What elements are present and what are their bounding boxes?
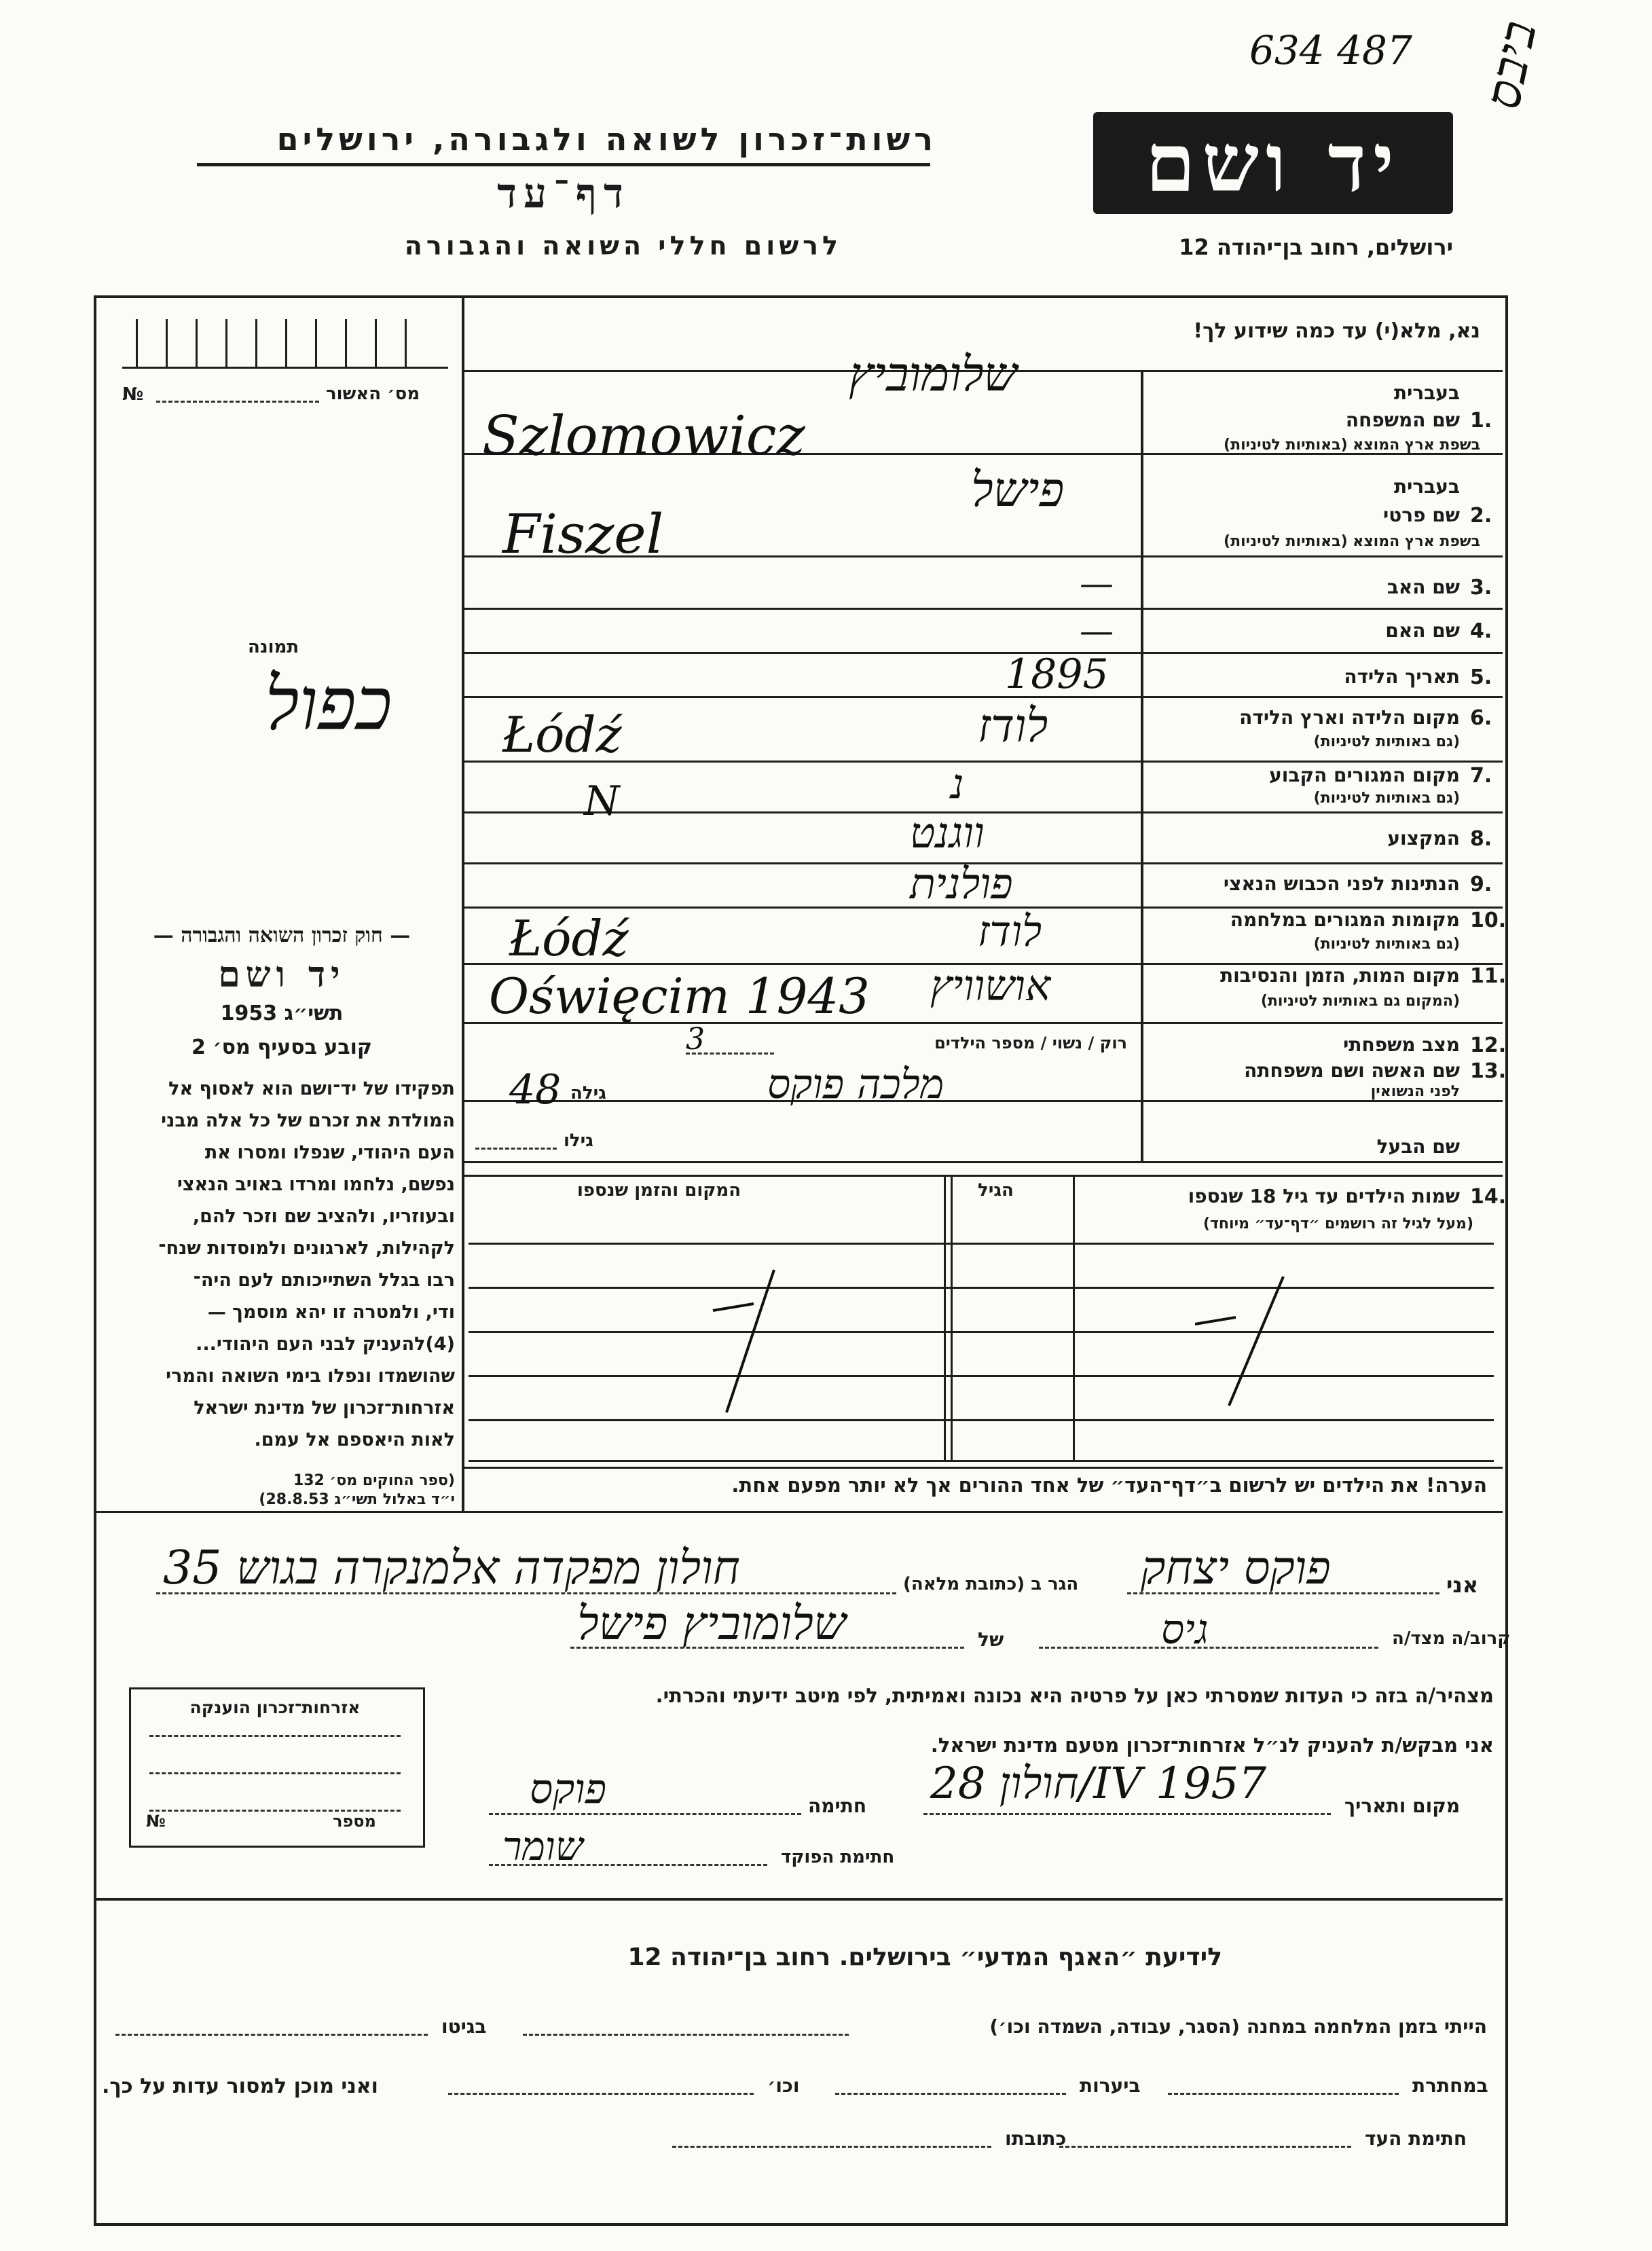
form-title: דף־עד [497, 170, 630, 217]
field-label-death-place: מקום המות, הזמן והנסיבות [1219, 964, 1460, 987]
field-label-wife-name: שם האשה ושם משפחתה [1244, 1059, 1460, 1082]
family-name-latin-value: Szlomowicz [482, 404, 805, 467]
witness-relation-label: קרוב/ה מצד/ה [1392, 1628, 1511, 1649]
certificate-number-symbol: № [146, 1812, 166, 1831]
witness-name-value: פוקס יצחק [1141, 1541, 1331, 1595]
children-row-line [469, 1243, 1494, 1245]
law-year: תשי״ג 1953 [220, 1002, 344, 1025]
field-label-birth-place: מקום הלידה וארץ הלידה [1239, 706, 1460, 729]
wife-name-value: מלכה פוקס [767, 1061, 944, 1108]
birth-place-latin-value: Łódź [502, 706, 622, 763]
witness-address-label: הגר ב (כתובת מלאה) [903, 1574, 1079, 1594]
law-text-line: תפקידו של יד־ושם הוא לאסוף אל [168, 1078, 455, 1099]
field-label-birth-date: תאריך הלידה [1344, 665, 1460, 688]
footer-title: לידיעת ״האגף המדעי״ בירושלים. רחוב בן־יהודה 12 [627, 1943, 1222, 1971]
law-text-line: נפשם, נלחמו ומרדו באויב הנאצי [177, 1174, 455, 1195]
certificate-line [149, 1772, 401, 1774]
first-name-latin-value: Fiszel [502, 502, 664, 566]
children-strike-marks [652, 1249, 1331, 1453]
field-number: 7. [1470, 764, 1492, 788]
row-line [462, 696, 1503, 698]
permanent-residence-latin-value: N [584, 777, 620, 825]
field-number: 11. [1470, 964, 1507, 988]
footer-witness-signature-label: חתימת העד [1365, 2127, 1467, 2150]
officer-signature-label: חתימת הפוקד [781, 1847, 895, 1867]
witness-declaration: מצהיר/ה בזה כי העדות שמסרתי כאן על פרטיה היא נכונה ואמיתית, לפי מיטב ידיעתי והכרתי. [655, 1684, 1494, 1707]
remark-text: הערה! את הילדים יש לרשום ב״דף־העד״ של אחד ההורים אך לא יותר מפעם אחת. [731, 1474, 1487, 1497]
husband-age-line [475, 1148, 557, 1150]
field-number: 3. [1470, 576, 1492, 600]
field-label-permanent-residence: מקום המגורים הקבוע [1269, 764, 1460, 786]
row-line [462, 652, 1503, 654]
field-number: 4. [1470, 619, 1492, 643]
signature-line [489, 1813, 801, 1815]
certificate-line [149, 1735, 401, 1737]
remark-rule [462, 1467, 1503, 1469]
law-text-line: לקהילות, לארגונים ולמוסדות שנח־ [158, 1238, 455, 1259]
signature-value: פוקס [530, 1765, 607, 1813]
field-number: 6. [1470, 706, 1492, 730]
institution-name: רשות־זכרון לשואה ולגבורה, ירושלים [276, 121, 937, 158]
witness-of-label: של [978, 1628, 1004, 1651]
mother-name-value: — [1080, 611, 1114, 651]
witness-i-label: אני [1446, 1572, 1479, 1598]
corner-handwritten-note: ביבס [1473, 16, 1548, 114]
form-subtitle: לרשום חללי השואה והגבורה [404, 231, 842, 261]
children-note: (מעל לגיל זה רושמים ״דף־עד״ מיוחד) [1203, 1215, 1473, 1232]
place-date-value: חולון 28/IV 1957 [930, 1759, 1266, 1809]
law-title: יד ושם [218, 954, 346, 995]
field-number: 5. [1470, 665, 1492, 689]
footer-camp-line [523, 2034, 849, 2036]
law-text-line: שהושמדו ונפלו בימי השואה והמרי [166, 1366, 455, 1387]
field-label-family-name: שם המשפחה [1345, 409, 1460, 431]
archive-reference-number: 634 487 [1249, 27, 1412, 73]
institution-address: ירושלים, רחוב בן־יהודה 12 [1179, 234, 1453, 260]
field-note-latin: (גם באותיות לטיניות) [1313, 936, 1460, 953]
field-number: 13. [1470, 1059, 1507, 1083]
footer-hiding-line [1168, 2093, 1399, 2095]
footer-witness-signature-line [1059, 2146, 1351, 2148]
wartime-residence-hebrew-value: לודז [978, 907, 1042, 956]
field-label-lang: בעברית [1393, 475, 1460, 498]
header-rule [197, 163, 930, 166]
footer-forest-label: ביערות [1080, 2074, 1141, 2097]
birth-place-hebrew-value: לודז [978, 699, 1048, 753]
witness-relation-value: גיס [1161, 1606, 1209, 1653]
children-field-number: 14. [1470, 1185, 1507, 1209]
label-column-divider [1141, 370, 1143, 1161]
field-label-husband-name: שם הבעל [1376, 1135, 1460, 1158]
footer-etc-line [448, 2093, 754, 2095]
law-text-line: העם היהודי, שנפלו ומסרו את [204, 1142, 455, 1163]
field-number: 2. [1470, 504, 1492, 528]
wife-age-label: גילה [570, 1083, 606, 1103]
children-count-value: 3 [686, 1022, 705, 1057]
approval-number-symbol: № [122, 384, 144, 405]
children-header-rule [462, 1175, 1503, 1177]
law-text-line: אזרחות־זכרון של מדינת ישראל [194, 1397, 455, 1419]
father-name-value: — [1080, 564, 1114, 603]
certificate-box-title: אזרחות־זכרון הוענקה [189, 1698, 361, 1717]
law-divider: — חוק זכרון השואה והגבורה — [153, 923, 411, 947]
footer-hiding-label: במחתרת [1412, 2074, 1488, 2097]
field-note-original-language: בשפת ארץ המוצא (באותיות לטיניות) [1224, 533, 1480, 550]
law-text-line: ודי, ולמטרה זו יהא מוסמך — [207, 1302, 455, 1323]
footer-forest-line [835, 2093, 1066, 2095]
field-label-occupation: המקצוע [1387, 827, 1460, 849]
law-text-line: ובעוזריו, ולהציב שם וזכר להם, [192, 1206, 455, 1227]
officer-signature-value: שומר [502, 1823, 583, 1869]
approval-tick-box [122, 319, 448, 369]
approval-line [156, 401, 319, 403]
death-place-latin-value: Oświęcim 1943 [489, 968, 870, 1025]
footer-ready-label: ואני מוכן למסור עדות על כך. [102, 2074, 378, 2098]
photo-handwritten-note: כפול [265, 662, 392, 747]
witness-request: אני מבקש/ת להעניק לנ״ל אזרחות־זכרון מטעם מדינת ישראל. [930, 1734, 1494, 1757]
first-name-hebrew-value: פישל [971, 462, 1065, 517]
field-label-mother-name: שם האם [1385, 619, 1460, 642]
footer-ghetto-label: בגיטו [441, 2015, 487, 2038]
children-col-age: הגיל [978, 1180, 1014, 1201]
marital-status-options: רוק / נשוי / מספר הילדים [934, 1033, 1127, 1053]
footer-etc-label: וכו׳ [767, 2074, 800, 2097]
footer-address-line [672, 2146, 991, 2148]
law-clause: קובע בסעיף מס׳ 2 [191, 1036, 373, 1059]
yad-vashem-logo: יד ושם [1093, 112, 1453, 214]
field-note-death-place: (המקום גם באותיות לטיניות) [1260, 993, 1460, 1010]
field-note-latin: (גם באותיות לטיניות) [1313, 790, 1460, 807]
field-label-wartime-residence: מקומות המגורים במלחמה [1230, 909, 1460, 931]
field-label-first-name: שם פרטי [1382, 504, 1460, 526]
field-number: 9. [1470, 873, 1492, 896]
field-number: 1. [1470, 409, 1492, 433]
wartime-residence-latin-value: Łódź [509, 910, 629, 967]
field-note-original-language: בשפת ארץ המוצא (באותיות לטיניות) [1224, 437, 1480, 454]
nationality-value: פולנית [910, 859, 1013, 909]
death-place-hebrew-value: אושוויץ [930, 961, 1051, 1010]
husband-age-label: גילו [564, 1131, 593, 1151]
law-citation: (ספר החוקים מס׳ 132 [293, 1472, 455, 1489]
footer-rule [95, 1898, 1503, 1901]
witness-relation-line [1039, 1647, 1378, 1649]
witness-of-value: שלומוביץ פישל [577, 1597, 847, 1651]
witness-address-value: חולון מפקדה אלמנקרה בגוש 35 [163, 1541, 740, 1595]
approval-label: מס׳ האשור [326, 384, 420, 404]
children-row-line [469, 1460, 1494, 1462]
photo-label: תמונה [248, 637, 299, 657]
signature-label: חתימה [808, 1795, 867, 1817]
field-number: 12. [1470, 1033, 1507, 1057]
field-label-father-name: שם האב [1387, 576, 1460, 598]
permanent-residence-hebrew-value: נ [951, 761, 964, 808]
row-line [462, 1161, 1503, 1163]
field-note-latin: (גם באותיות לטיניות) [1313, 733, 1460, 750]
occupation-value: ווגנט [910, 808, 985, 858]
family-name-hebrew-value: שלומוביץ [849, 346, 1018, 402]
field-number: 8. [1470, 827, 1492, 851]
law-text-line: רבו בגלל השתייכותם לעם היה־ [193, 1270, 455, 1291]
law-text-line: לאות היאספם אל עמם. [254, 1429, 455, 1450]
field-label-marital-status: מצב משפחתי [1343, 1033, 1460, 1056]
footer-address-label: כתובתו [1005, 2127, 1067, 2150]
field-label-lang: בעברית [1393, 382, 1460, 404]
form-left-panel-divider [462, 297, 464, 1512]
form-instruction: נא, מלא(י) עד כמה שידוע לך! [1193, 319, 1480, 343]
field-number: 10. [1470, 909, 1507, 932]
row-line [462, 608, 1503, 610]
field-note-before-marriage: לפני הנשואין [1370, 1083, 1460, 1100]
law-citation: י״ד באלול תשי״ג 28.8.53) [259, 1491, 455, 1508]
field-label-nationality: הנתינות לפני הכבוש הנאצי [1223, 873, 1460, 895]
row-line [462, 1100, 1503, 1102]
footer-ghetto-line [115, 2034, 428, 2036]
children-label: שמות הילדים עד גיל 18 שנספו [1188, 1185, 1460, 1207]
birth-date-value: 1895 [1005, 651, 1109, 698]
law-text-line: המולדת את זכרם של כל אלה מבני [161, 1110, 455, 1131]
certificate-number-label: מספר [333, 1812, 376, 1831]
place-date-line [923, 1813, 1331, 1815]
law-text-line: (4)להעניק לבני העם היהודי... [196, 1334, 455, 1355]
footer-line1-label: הייתי בזמן המלחמה במחנה (הסגר, עבודה, השמדה וכו׳) [989, 2015, 1487, 2038]
remark-bottom-rule [95, 1511, 1503, 1513]
wife-age-value: 48 [509, 1066, 562, 1114]
place-date-label: מקום ותאריך [1344, 1795, 1461, 1817]
children-col-place: המקום והזמן שנספו [577, 1180, 741, 1201]
